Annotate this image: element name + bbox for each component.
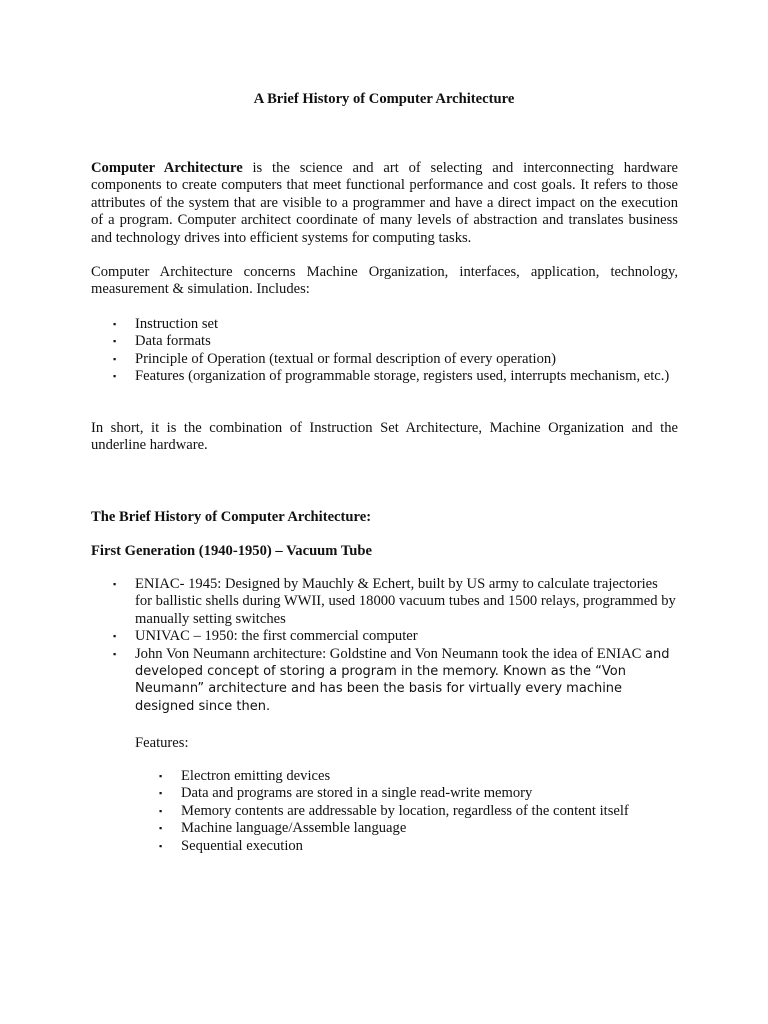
bullet-icon: ▪ [159, 788, 163, 799]
bullet-icon: ▪ [113, 648, 117, 659]
list-item-text-continued: and developed concept of storing a program in the memory. Known as the “Von Neumann” architecture and has been the basis for virtually every machine designed since then. [135, 646, 670, 714]
features-list [159, 768, 678, 855]
list-item-text: John Von Neumann architecture: Goldstine and Von Neumann took the idea of ENIAC [135, 645, 646, 662]
document-title: A Brief History of Computer Architecture [253, 91, 515, 107]
bullet-icon: ▪ [159, 771, 163, 781]
list-item-text: Data formats [135, 333, 211, 350]
list-item [113, 316, 678, 333]
intro-term: Computer Architecture [91, 160, 243, 176]
first-generation-heading: First Generation (1940-1950) – Vacuum Tube [91, 543, 372, 559]
first-generation-list [113, 576, 678, 715]
bullet-icon: ▪ [113, 631, 117, 642]
bullet-icon: ▪ [159, 840, 163, 851]
list-item [159, 802, 678, 820]
list-item-von-neumann [113, 645, 678, 716]
list-item-text: Data and programs are stored in a single read-write memory [181, 785, 533, 802]
list-item [113, 350, 678, 368]
list-item [113, 333, 678, 350]
intro-text: is the science and art of selecting and interconnecting hardware components to create computers that meet functional performance and cost goals. It refers to those attributes of the system that are visible to a programmer and have a direct impact on the execution of a program. Computer architect coordinate of many levels of abstraction and translates business and technology drives into efficient systems for computing tasks. [91, 160, 678, 246]
summary-paragraph: In short, it is the combination of Instruction Set Architecture, Machine Organization and the underline hardware. [91, 420, 678, 454]
features-label: Features: [135, 735, 189, 751]
bullet-icon: ▪ [113, 353, 117, 364]
bullet-icon: ▪ [159, 823, 163, 834]
bullet-icon: ▪ [113, 371, 117, 382]
list-item-text: Machine language/Assemble language [181, 820, 407, 837]
list-item [159, 837, 678, 855]
list-item [159, 768, 678, 785]
list-item-text: ENIAC- 1945: Designed by Mauchly & Echert, built by US army to calculate trajectories for ballistic shells during WWII, used 18000 vacuum tubes and 1500 relays, programmed by manually setting switches [135, 576, 676, 627]
intro-paragraph [91, 160, 678, 247]
list-item-text: Memory contents are addressable by location, regardless of the content itself [181, 802, 629, 819]
list-item [113, 368, 678, 385]
bullet-icon: ▪ [113, 579, 117, 589]
list-item-text: Sequential execution [181, 837, 303, 854]
list-item-text: Features (organization of programmable storage, registers used, interrupts mechanism, etc.) [135, 368, 670, 385]
list-item-text: UNIVAC – 1950: the first commercial computer [135, 628, 418, 645]
list-item-univac [113, 628, 678, 645]
list-item-eniac [113, 576, 678, 628]
includes-list [113, 316, 678, 386]
list-item-text: Instruction set [135, 316, 219, 332]
list-item-text: Principle of Operation (textual or formal description of every operation) [135, 350, 557, 367]
bullet-icon: ▪ [159, 805, 163, 816]
bullet-icon: ▪ [113, 336, 117, 347]
list-item [159, 820, 678, 837]
list-item [159, 785, 678, 802]
list-item-text: Electron emitting devices [181, 768, 331, 784]
concerns-paragraph: Computer Architecture concerns Machine Organization, interfaces, application, technology, measurement & simulation. Includes: [91, 264, 678, 298]
bullet-icon: ▪ [113, 319, 117, 329]
history-heading: The Brief History of Computer Architecture: [91, 509, 372, 525]
